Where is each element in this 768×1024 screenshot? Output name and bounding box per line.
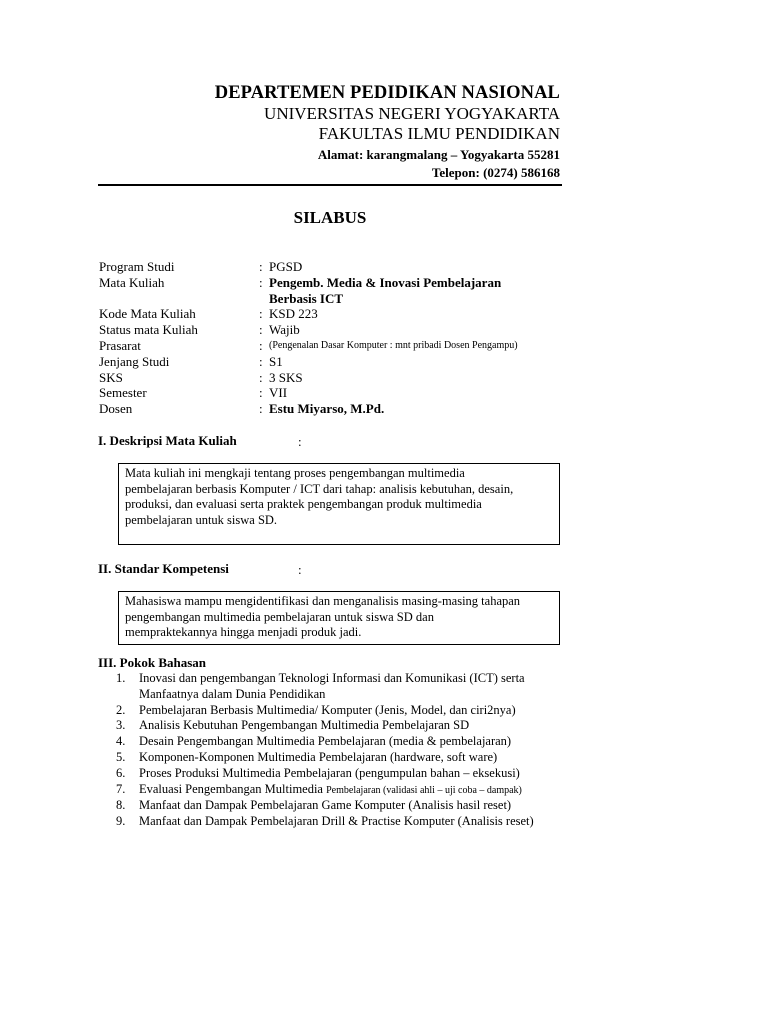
competency-line: Mahasiswa mampu mengidentifikasi dan menganalisis masing-masing tahapan xyxy=(125,594,521,608)
item-number: 8. xyxy=(116,798,126,813)
item-number: 2. xyxy=(116,702,126,717)
info-label: Prasarat xyxy=(99,337,141,353)
item-number: 5. xyxy=(116,749,126,764)
info-value: VII xyxy=(269,385,288,401)
competency-line: mempraktekannya hingga menjadi produk jadi. xyxy=(125,625,362,640)
item-text: Proses Produksi Multimedia Pembelajaran (pengumpulan bahan – eksekusi) xyxy=(139,765,520,780)
item-text: Manfaat dan Dampak Pembelajaran Drill & Practise Komputer (Analisis reset) xyxy=(139,814,534,829)
item-number: 3. xyxy=(116,718,126,733)
list-item xyxy=(116,798,579,814)
info-label: Kode Mata Kuliah xyxy=(99,306,196,322)
info-row-course-cont xyxy=(99,291,549,307)
item-text: Evaluasi Pengembangan Multimedia xyxy=(139,781,327,796)
info-value: S1 xyxy=(269,353,283,369)
info-colon: : xyxy=(259,369,263,385)
list-item xyxy=(116,814,579,830)
info-label: Dosen xyxy=(99,401,133,417)
section-1-colon: : xyxy=(298,434,302,449)
section-2-colon: : xyxy=(298,562,302,577)
list-item xyxy=(116,734,579,750)
item-number: 6. xyxy=(116,765,126,780)
info-label: Semester xyxy=(99,385,147,401)
info-colon: : xyxy=(259,385,263,401)
info-label: Mata Kuliah xyxy=(99,274,165,290)
item-text: Analisis Kebutuhan Pengembangan Multimedia Pembelajaran SD xyxy=(139,718,470,733)
info-label: SKS xyxy=(99,369,123,385)
description-line: pembelajaran berbasis Komputer / ICT dari tahap: analisis kebutuhan, desain, xyxy=(125,481,514,496)
item-text-small: Pembelajaran (validasi ahli – uji coba – dampak) xyxy=(326,784,522,796)
info-row-program xyxy=(99,259,549,275)
section-1-heading: I. Deskripsi Mata Kuliah xyxy=(98,433,237,448)
info-row-prereq xyxy=(99,338,549,354)
info-value: Wajib xyxy=(269,322,300,338)
item-text: Desain Pengembangan Multimedia Pembelajaran (media & pembelajaran) xyxy=(139,734,512,749)
info-label: Program Studi xyxy=(99,259,175,274)
topic-list xyxy=(116,671,579,830)
list-item xyxy=(116,766,579,782)
info-value: Estu Miyarso, M.Pd. xyxy=(269,401,385,417)
info-value: PGSD xyxy=(269,259,303,274)
info-row-lecturer xyxy=(99,401,549,417)
info-colon: : xyxy=(259,337,263,353)
department-name: DEPARTEMEN PEDIDIKAN NASIONAL xyxy=(214,83,560,103)
info-row-status xyxy=(99,322,549,338)
letterhead xyxy=(215,82,560,182)
info-value: 3 SKS xyxy=(269,369,303,385)
item-text: Manfaat dan Dampak Pembelajaran Game Komputer (Analisis hasil reset) xyxy=(139,798,512,813)
description-line: produksi, dan evaluasi serta praktek pengembangan produk multimedia xyxy=(125,497,482,512)
info-value: (Pengenalan Dasar Komputer : mnt pribadi Dosen Pengampu) xyxy=(269,339,518,351)
info-label: Status mata Kuliah xyxy=(99,322,198,338)
info-colon: : xyxy=(259,274,263,290)
item-text: Komponen-Komponen Multimedia Pembelajaran (hardware, soft ware) xyxy=(139,749,498,764)
section-2-heading: II. Standar Kompetensi xyxy=(98,561,229,576)
info-value: Berbasis ICT xyxy=(269,290,344,306)
address: Alamat: karangmalang – Yogyakarta 55281 xyxy=(317,147,560,162)
list-item xyxy=(116,703,579,719)
section-3-heading: III. Pokok Bahasan xyxy=(98,655,207,670)
info-colon: : xyxy=(259,259,263,274)
item-number: 1. xyxy=(116,671,126,685)
item-number: 4. xyxy=(116,734,126,749)
item-number: 7. xyxy=(116,781,126,796)
info-row-semester xyxy=(99,385,549,401)
competency-box xyxy=(118,591,560,645)
competency-line: pengembangan multimedia pembelajaran untuk siswa SD dan xyxy=(125,609,434,624)
description-line: pembelajaran untuk siswa SD. xyxy=(125,512,278,527)
header-divider xyxy=(98,184,562,186)
info-colon: : xyxy=(259,306,263,322)
university-name: UNIVERSITAS NEGERI YOGYAKARTA xyxy=(264,104,560,123)
info-label: Jenjang Studi xyxy=(99,353,170,369)
course-description-box xyxy=(118,463,560,545)
item-text: Pembelajaran Berbasis Multimedia/ Komputer (Jenis, Model, dan ciri2nya) xyxy=(139,702,516,717)
list-item xyxy=(116,671,579,703)
info-row-level xyxy=(99,354,549,370)
info-row-course xyxy=(99,275,549,291)
info-value: Pengemb. Media & Inovasi Pembelajaran xyxy=(269,274,502,290)
info-colon: : xyxy=(259,401,263,417)
faculty-name: FAKULTAS ILMU PENDIDIKAN xyxy=(318,124,560,143)
info-value: KSD 223 xyxy=(269,306,318,322)
info-colon: : xyxy=(259,322,263,338)
list-item xyxy=(116,718,579,734)
info-row-sks xyxy=(99,370,549,386)
page-title: SILABUS xyxy=(293,208,367,227)
course-info xyxy=(99,259,549,417)
item-text: Inovasi dan pengembangan Teknologi Informasi dan Komunikasi (ICT) serta xyxy=(139,671,525,685)
description-line: Mata kuliah ini mengkaji tentang proses pengembangan multimedia xyxy=(125,466,465,480)
list-item xyxy=(116,750,579,766)
list-item xyxy=(116,782,579,799)
item-text-cont: Manfaatnya dalam Dunia Pendidikan xyxy=(139,686,326,701)
info-colon: : xyxy=(259,353,263,369)
phone: Telepon: (0274) 586168 xyxy=(431,165,560,180)
info-row-code xyxy=(99,306,549,322)
item-number: 9. xyxy=(116,814,126,829)
